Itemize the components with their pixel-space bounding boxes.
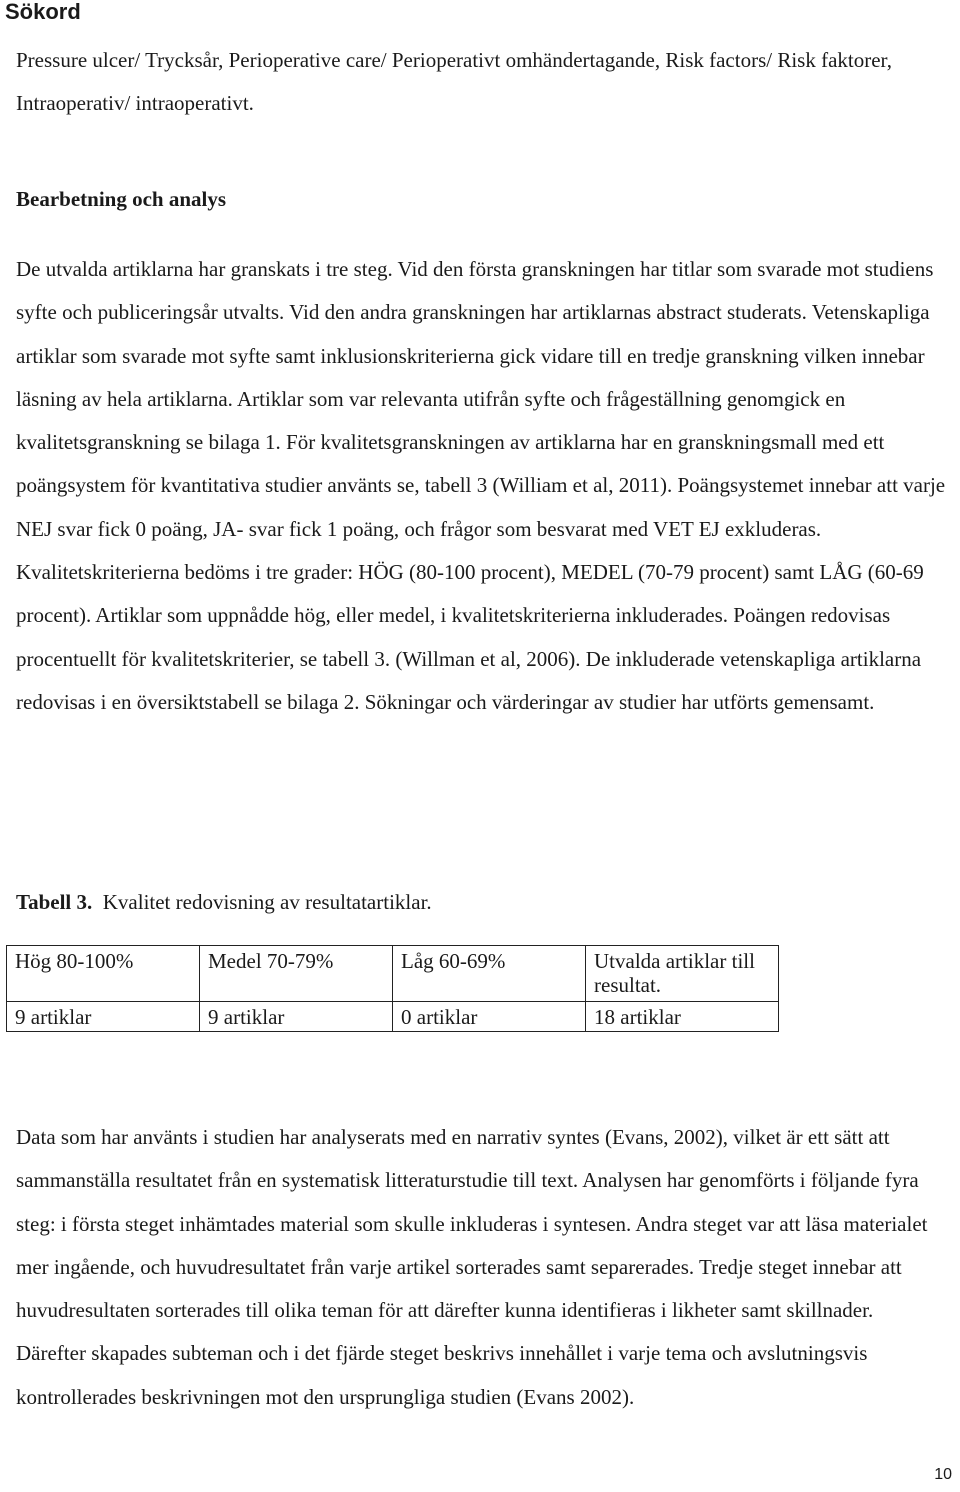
header-cell-high: Hög 80-100% [7,946,200,1002]
keywords-text: Pressure ulcer/ Trycksår, Perioperative care/ Perioperativt omhändertagande, Risk factors/ Risk faktorer, Intraoperativ/ intraoperativt. [16,48,892,116]
cell-selected-count: 18 artiklar [586,1002,779,1032]
header-cell-low: Låg 60-69% [393,946,586,1002]
table-caption-text: Kvalitet redovisning av resultatartiklar. [102,890,432,914]
table-caption-label: Tabell 3. [16,890,93,914]
cell-high-count: 9 artiklar [7,1002,200,1032]
table-caption [16,888,432,916]
synthesis-text: Data som har använts i studien har analyserats med en narrativ syntes (Evans, 2002), vilket är ett sätt att sammanställa resultatet från en systematisk litteraturstudie till text. Analysen har genomförts i följande fyra steg: i första steget inhämtades material som skulle inkluderas i syntesen. Andra steget var att läsa materialet mer ingående, och huvudresultatet från varje artikel sorterades samt separerades. Tredje steget innebar att huvudresultaten sorterades till olika teman för att därefter kunna identifieras i likheter samt skillnader. Därefter skapades subteman och i det fjärde steget beskrivs innehållet i varje tema och avslutningsvis kontrollerades beskrivningen mot den ursprungliga studien (Evans 2002). [16,1125,928,1409]
cell-medium-count: 9 artiklar [200,1002,393,1032]
cell-low-count: 0 artiklar [393,1002,586,1032]
header-cell-medium: Medel 70-79% [200,946,393,1002]
analysis-heading: Bearbetning och analys [16,187,227,211]
table-header-row [7,946,779,1002]
analysis-text: De utvalda artiklarna har granskats i tre steg. Vid den första granskningen har titlar som svarade mot studiens syfte och publiceringsår utvalts. Vid den andra granskningen har artiklarnas abstract studerats. Vetenskapliga artiklar som svarade mot syfte samt inklusionskriterierna gick vidare till en tredje granskning vilken innebar läsning av hela artiklarna. Artiklar som var relevanta utifrån syfte och frågeställning genomgick en kvalitetsgranskning se bilaga 1. För kvalitetsgranskningen av artiklarna har en granskningsmall med ett poängsystem för kvantitativa studier använts se, tabell 3 (William et al, 2011). Poängsystemet innebar att varje NEJ svar fick 0 poäng, JA- svar fick 1 poäng, och frågor som besvarat med VET EJ exkluderas. Kvalitetskriterierna bedöms i tre grader: HÖG (80-100 procent), MEDEL (70-79 procent) samt LÅG (60-69 procent). Artiklar som uppnådde hög, eller medel, i kvalitetskriterierna inkluderades. Poängen redovisas procentuellt för kvalitetskriterier, se tabell 3. (Willman et al, 2006). De inkluderade vetenskapliga artiklarna redovisas i en översiktstabell se bilaga 2. Sökningar och värderingar av studier har utförts gemensamt. [16,257,946,714]
keywords-heading: Sökord [5,0,81,24]
quality-table [6,945,779,1032]
header-cell-selected: Utvalda artiklar till resultat. [586,946,779,1002]
table-row [7,1002,779,1032]
page-number: 10 [934,1466,952,1483]
